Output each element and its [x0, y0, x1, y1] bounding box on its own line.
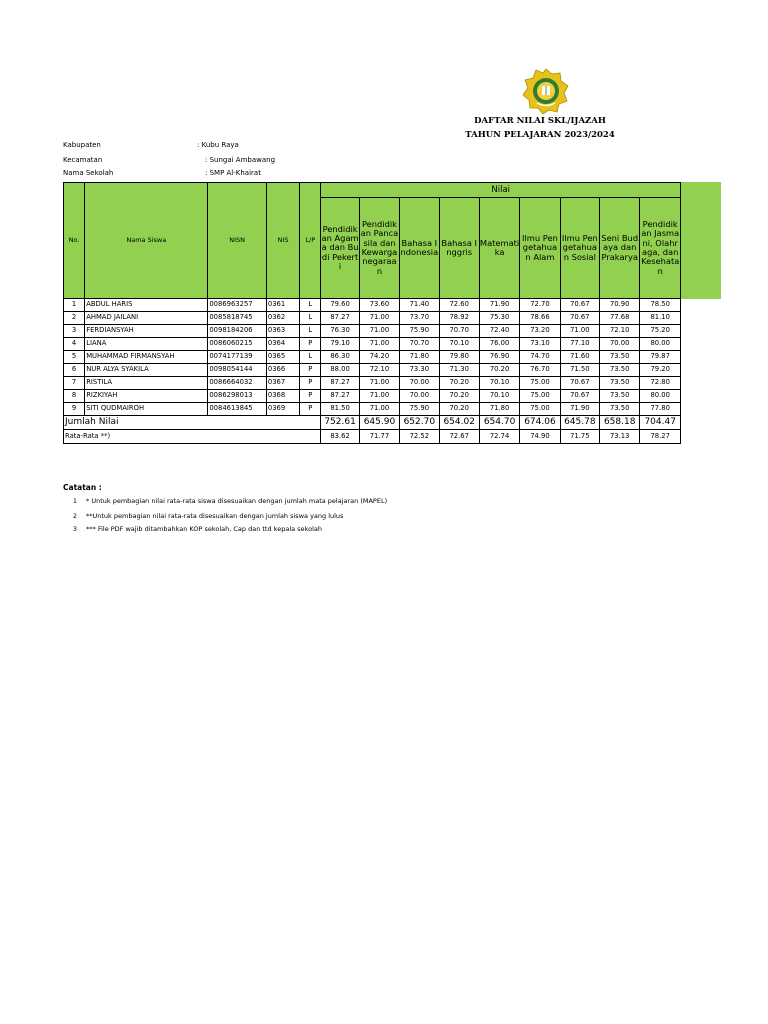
- score-cell: 72.80: [640, 377, 681, 390]
- row-number: 6: [64, 364, 85, 377]
- note-number: 1: [72, 497, 77, 505]
- header-subject: Bahasa Indonesia: [400, 198, 439, 299]
- student-name: AHMAD JAILANI: [85, 312, 208, 325]
- student-gender: L: [300, 312, 321, 325]
- total-label: Jumlah Nilai: [64, 416, 321, 430]
- student-row: [64, 338, 681, 351]
- score-cell: 71.00: [560, 325, 599, 338]
- note-number: 2: [72, 512, 77, 520]
- kecamatan-label: Kecamatan: [63, 156, 103, 164]
- score-cell: 70.20: [439, 403, 479, 416]
- row-number: 8: [64, 390, 85, 403]
- score-cell: 79.60: [321, 299, 359, 312]
- student-nisn: 0086298013: [208, 390, 267, 403]
- score-cell: 71.60: [560, 351, 599, 364]
- average-cell: 73.13: [600, 430, 640, 444]
- score-cell: 71.90: [479, 299, 519, 312]
- score-cell: 72.10: [600, 325, 640, 338]
- score-cell: 71.00: [359, 390, 399, 403]
- header-subject: Matematika: [479, 198, 519, 299]
- student-name: SITI QUDMAIROH: [85, 403, 208, 416]
- school-label: Nama Sekolah: [63, 169, 114, 177]
- header-subject: Pendidikan Agama dan Budi Pekerti: [321, 198, 359, 299]
- student-name: RISTILA: [85, 377, 208, 390]
- school-crest-icon: [523, 68, 569, 114]
- score-cell: 70.20: [439, 377, 479, 390]
- score-cell: 73.50: [600, 403, 640, 416]
- total-cell: 658.18: [600, 416, 640, 430]
- score-cell: 70.67: [560, 299, 599, 312]
- score-cell: 87.27: [321, 312, 359, 325]
- student-name: RIZKIYAH: [85, 390, 208, 403]
- student-nisn: 0098054144: [208, 364, 267, 377]
- student-row: [64, 403, 681, 416]
- score-cell: 76.00: [479, 338, 519, 351]
- average-cell: 71.77: [359, 430, 399, 444]
- student-row: [64, 364, 681, 377]
- header-subject: Seni Budaya dan Prakarya: [600, 198, 640, 299]
- score-cell: 74.70: [520, 351, 560, 364]
- score-cell: 75.90: [400, 325, 439, 338]
- student-gender: P: [300, 364, 321, 377]
- average-label: Rata-Rata **): [64, 430, 321, 444]
- score-cell: 77.10: [560, 338, 599, 351]
- student-row: [64, 377, 681, 390]
- notes-title: Catatan :: [63, 483, 102, 492]
- score-cell: 75.90: [400, 403, 439, 416]
- kabupaten-label: Kabupaten: [63, 141, 101, 149]
- note-text: *** File PDF wajib ditambahkan KOP sekolah, Cap dan ttd kepala sekolah: [86, 525, 322, 533]
- total-cell: 654.70: [479, 416, 519, 430]
- student-nis: 0367: [266, 377, 299, 390]
- average-cell: 72.74: [479, 430, 519, 444]
- score-cell: 70.00: [600, 338, 640, 351]
- score-cell: 70.10: [439, 338, 479, 351]
- score-cell: 81.50: [321, 403, 359, 416]
- student-nisn: 0098184206: [208, 325, 267, 338]
- score-cell: 70.70: [439, 325, 479, 338]
- row-number: 2: [64, 312, 85, 325]
- row-number: 4: [64, 338, 85, 351]
- header-lp: L/P: [300, 183, 321, 299]
- average-cell: 83.62: [321, 430, 359, 444]
- student-nisn: 0084613845: [208, 403, 267, 416]
- score-cell: 70.00: [400, 377, 439, 390]
- note-number: 3: [72, 525, 77, 533]
- row-number: 3: [64, 325, 85, 338]
- score-cell: 88.00: [321, 364, 359, 377]
- score-cell: 71.00: [359, 403, 399, 416]
- score-cell: 80.00: [640, 390, 681, 403]
- note-text: * Untuk pembagian nilai rata-rata siswa disesuaikan dengan jumlah mata pelajaran (MAPEL): [86, 497, 388, 505]
- student-nisn: 0086664032: [208, 377, 267, 390]
- header-subject: Ilmu Pengetahuan Sosial: [560, 198, 599, 299]
- score-cell: 71.00: [359, 377, 399, 390]
- total-cell: 645.78: [560, 416, 599, 430]
- student-nis: 0361: [266, 299, 299, 312]
- score-cell: 76.90: [479, 351, 519, 364]
- average-cell: 74.90: [520, 430, 560, 444]
- row-number: 7: [64, 377, 85, 390]
- student-gender: P: [300, 403, 321, 416]
- score-cell: 79.80: [439, 351, 479, 364]
- score-cell: 74.20: [359, 351, 399, 364]
- total-cell: 652.70: [400, 416, 439, 430]
- student-nis: 0363: [266, 325, 299, 338]
- score-cell: 73.70: [400, 312, 439, 325]
- score-cell: 73.50: [600, 351, 640, 364]
- score-cell: 71.90: [560, 403, 599, 416]
- average-cell: 72.52: [400, 430, 439, 444]
- score-cell: 73.50: [600, 390, 640, 403]
- student-gender: L: [300, 351, 321, 364]
- score-cell: 80.00: [640, 338, 681, 351]
- total-cell: 645.90: [359, 416, 399, 430]
- score-cell: 70.70: [400, 338, 439, 351]
- average-row: [64, 430, 681, 444]
- score-cell: 71.00: [359, 325, 399, 338]
- score-cell: 78.66: [520, 312, 560, 325]
- academic-year: TAHUN PELAJARAN 2023/2024: [465, 130, 615, 140]
- student-nisn: 0074177139: [208, 351, 267, 364]
- score-cell: 71.00: [359, 338, 399, 351]
- document-title: DAFTAR NILAI SKL/IJAZAH: [474, 116, 606, 126]
- student-gender: P: [300, 377, 321, 390]
- score-cell: 71.00: [359, 312, 399, 325]
- student-nis: 0362: [266, 312, 299, 325]
- header-nis: NIS: [266, 183, 299, 299]
- school-value: : SMP Al-Khairat: [205, 169, 261, 177]
- score-cell: 73.50: [600, 364, 640, 377]
- total-row: [64, 416, 681, 430]
- score-cell: 75.30: [479, 312, 519, 325]
- student-name: ABDUL HARIS: [85, 299, 208, 312]
- header-nama: Nama Siswa: [85, 183, 208, 299]
- score-cell: 71.50: [560, 364, 599, 377]
- score-cell: 70.20: [479, 364, 519, 377]
- header-nisn: NISN: [208, 183, 267, 299]
- student-row: [64, 351, 681, 364]
- total-cell: 704.47: [640, 416, 681, 430]
- total-cell: 674.06: [520, 416, 560, 430]
- student-nis: 0364: [266, 338, 299, 351]
- score-cell: 75.00: [520, 377, 560, 390]
- score-cell: 79.20: [640, 364, 681, 377]
- score-cell: 71.80: [479, 403, 519, 416]
- score-cell: 75.20: [640, 325, 681, 338]
- score-cell: 78.50: [640, 299, 681, 312]
- header-nilai: Nilai: [321, 183, 681, 198]
- score-cell: 87.27: [321, 377, 359, 390]
- score-cell: 75.00: [520, 403, 560, 416]
- score-cell: 73.20: [520, 325, 560, 338]
- score-cell: 86.30: [321, 351, 359, 364]
- student-row: [64, 390, 681, 403]
- total-cell: 654.02: [439, 416, 479, 430]
- score-cell: 70.00: [400, 390, 439, 403]
- average-cell: 71.75: [560, 430, 599, 444]
- student-nisn: 0086060215: [208, 338, 267, 351]
- score-cell: 70.20: [439, 390, 479, 403]
- student-gender: P: [300, 390, 321, 403]
- score-cell: 71.30: [439, 364, 479, 377]
- student-nis: 0368: [266, 390, 299, 403]
- student-gender: L: [300, 299, 321, 312]
- score-cell: 76.30: [321, 325, 359, 338]
- student-row: [64, 312, 681, 325]
- score-cell: 70.67: [560, 377, 599, 390]
- kabupaten-value: : Kubu Raya: [197, 141, 239, 149]
- score-cell: 79.10: [321, 338, 359, 351]
- kecamatan-value: : Sungai Ambawang: [205, 156, 276, 164]
- score-cell: 70.67: [560, 312, 599, 325]
- score-cell: 72.60: [439, 299, 479, 312]
- score-cell: 73.30: [400, 364, 439, 377]
- score-cell: 72.10: [359, 364, 399, 377]
- score-cell: 77.80: [640, 403, 681, 416]
- student-gender: L: [300, 325, 321, 338]
- header-subject: Bahasa Inggris: [439, 198, 479, 299]
- score-cell: 77.68: [600, 312, 640, 325]
- student-gender: P: [300, 338, 321, 351]
- score-cell: 81.10: [640, 312, 681, 325]
- score-cell: 73.10: [520, 338, 560, 351]
- student-nis: 0369: [266, 403, 299, 416]
- row-number: 9: [64, 403, 85, 416]
- student-nis: 0365: [266, 351, 299, 364]
- score-cell: 70.90: [600, 299, 640, 312]
- note-text: **Untuk pembagian nilai rata-rata disesuaikan dengan jumlah siswa yang lulus: [86, 512, 344, 520]
- header-fill-extension: [681, 182, 721, 299]
- student-name: MUHAMMAD FIRMANSYAH: [85, 351, 208, 364]
- student-name: LIANA: [85, 338, 208, 351]
- score-cell: 71.80: [400, 351, 439, 364]
- total-cell: 752.61: [321, 416, 359, 430]
- row-number: 5: [64, 351, 85, 364]
- score-cell: 73.50: [600, 377, 640, 390]
- score-cell: 78.92: [439, 312, 479, 325]
- header-no: No.: [64, 183, 85, 299]
- header-subject: Pendidikan Pancasila dan Kewarganegaraan: [359, 198, 399, 299]
- student-nis: 0366: [266, 364, 299, 377]
- average-cell: 72.67: [439, 430, 479, 444]
- score-cell: 76.70: [520, 364, 560, 377]
- score-cell: 75.00: [520, 390, 560, 403]
- student-nisn: 0086963257: [208, 299, 267, 312]
- score-cell: 73.60: [359, 299, 399, 312]
- score-cell: 70.10: [479, 390, 519, 403]
- score-cell: 87.27: [321, 390, 359, 403]
- student-row: [64, 299, 681, 312]
- student-row: [64, 325, 681, 338]
- score-cell: 70.67: [560, 390, 599, 403]
- score-cell: 72.40: [479, 325, 519, 338]
- average-cell: 78.27: [640, 430, 681, 444]
- student-name: NUR ALYA SYAKILA: [85, 364, 208, 377]
- grade-table: [63, 182, 681, 444]
- student-name: FERDIANSYAH: [85, 325, 208, 338]
- student-nisn: 0085818745: [208, 312, 267, 325]
- header-subject: Ilmu Pengetahuan Alam: [520, 198, 560, 299]
- score-cell: 79.87: [640, 351, 681, 364]
- row-number: 1: [64, 299, 85, 312]
- score-cell: 71.40: [400, 299, 439, 312]
- score-cell: 70.10: [479, 377, 519, 390]
- header-subject: Pendidikan Jasmani, Olahraga, dan Kesehatan: [640, 198, 681, 299]
- score-cell: 72.70: [520, 299, 560, 312]
